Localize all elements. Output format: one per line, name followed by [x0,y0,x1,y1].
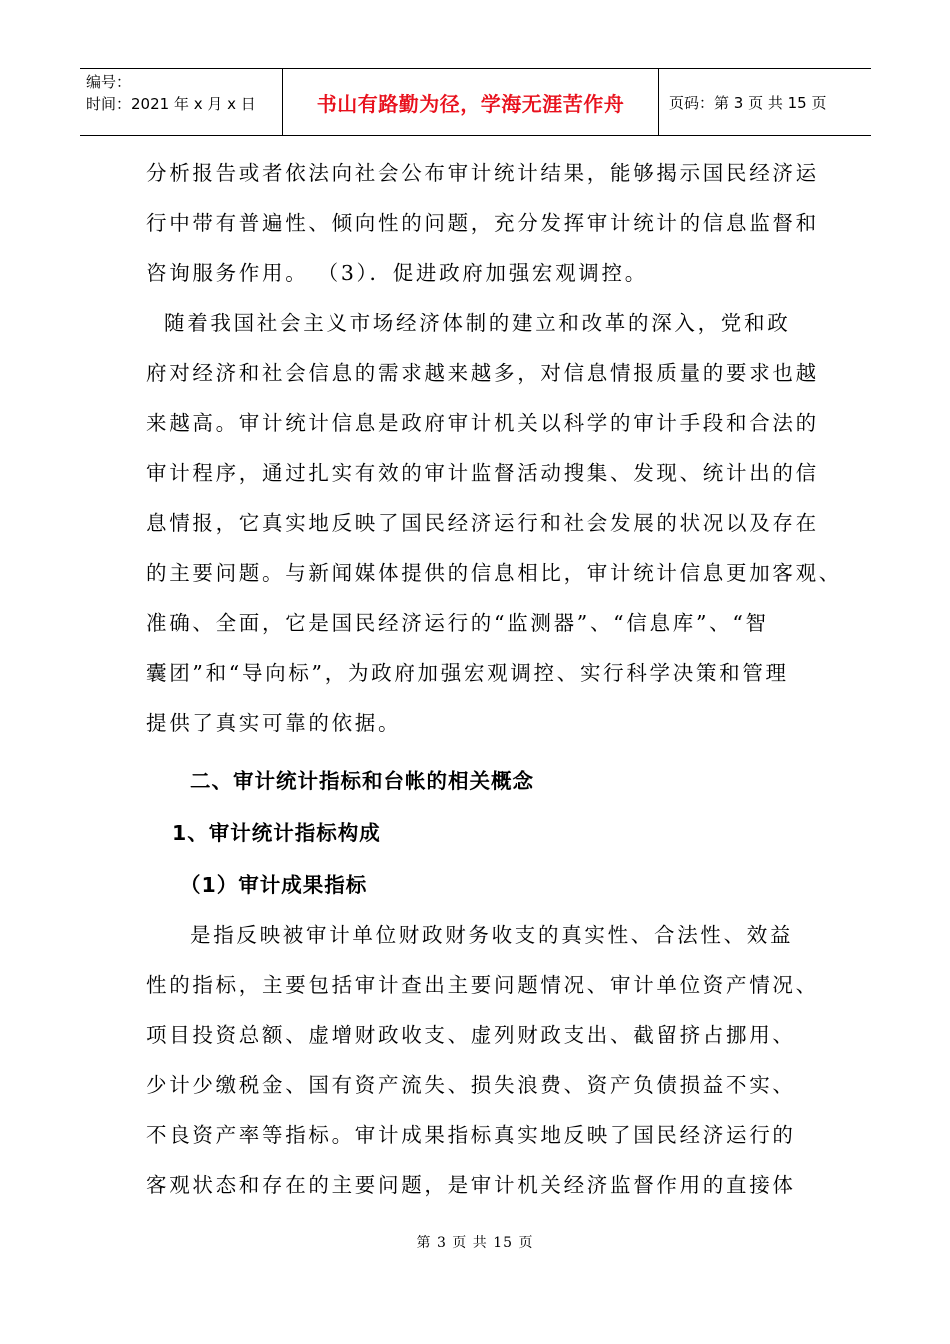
header-page-number: 页码：第 3 页 共 15 页 [669,93,827,112]
paragraph-line: 不良资产率等指标。审计成果指标真实地反映了国民经济运行的 [146,1123,796,1147]
paragraph-line: 府对经济和社会信息的需求越来越多，对信息情报质量的要求也越 [146,361,819,385]
paragraph-line: 准确、全面，它是国民经济运行的“监测器”、“信息库”、“智 [146,611,769,635]
document-number-label: 编号： [86,73,132,91]
header-page-cell [659,69,871,135]
header-motto-cell [282,69,659,135]
paragraph-line: 随着我国社会主义市场经济体制的建立和改革的深入，党和政 [164,311,791,335]
paragraph-line: 的主要问题。与新闻媒体提供的信息相比，审计统计信息更加客观、 [146,561,842,585]
paragraph-line: 分析报告或者依法向社会公布审计统计结果，能够揭示国民经济运 [146,161,819,185]
paragraph-line: 行中带有普遍性、倾向性的问题，充分发挥审计统计的信息监督和 [146,211,819,235]
paragraph-line: 囊团”和“导向标”，为政府加强宏观调控、实行科学决策和管理 [146,661,789,685]
paragraph-line: 少计少缴税金、国有资产流失、损失浪费、资产负债损益不实、 [146,1073,796,1097]
subsection-heading: 1、审计统计指标构成 [172,821,381,845]
paragraph-line: 提供了真实可靠的依据。 [146,711,402,735]
paragraph-line: 咨询服务作用。 （3）．促进政府加强宏观调控。 [146,261,648,285]
paragraph-line: 来越高。审计统计信息是政府审计机关以科学的审计手段和合法的 [146,411,819,435]
paragraph-line: 客观状态和存在的主要问题，是审计机关经济监督作用的直接体 [146,1173,796,1197]
page-footer: 第 3 页 共 15 页 [416,1235,534,1251]
section-heading: 二、审计统计指标和台帐的相关概念 [190,769,534,793]
paragraph-line: 是指反映被审计单位财政财务收支的真实性、合法性、效益 [190,923,794,947]
paragraph-line: 息情报，它真实地反映了国民经济运行和社会发展的状况以及存在 [146,511,819,535]
header-info-cell [80,69,282,135]
subsubsection-heading: （1）审计成果指标 [180,873,368,897]
page-header [80,68,871,136]
document-date-label: 时间：2021 年 x 月 x 日 [86,95,256,113]
paragraph-line: 审计程序，通过扎实有效的审计监督活动搜集、发现、统计出的信 [146,461,819,485]
paragraph-line: 性的指标，主要包括审计查出主要问题情况、审计单位资产情况、 [146,973,819,997]
motto-text: 书山有路勤为径，学海无涯苦作舟 [316,91,625,116]
paragraph-line: 项目投资总额、虚增财政收支、虚列财政支出、截留挤占挪用、 [146,1023,796,1047]
